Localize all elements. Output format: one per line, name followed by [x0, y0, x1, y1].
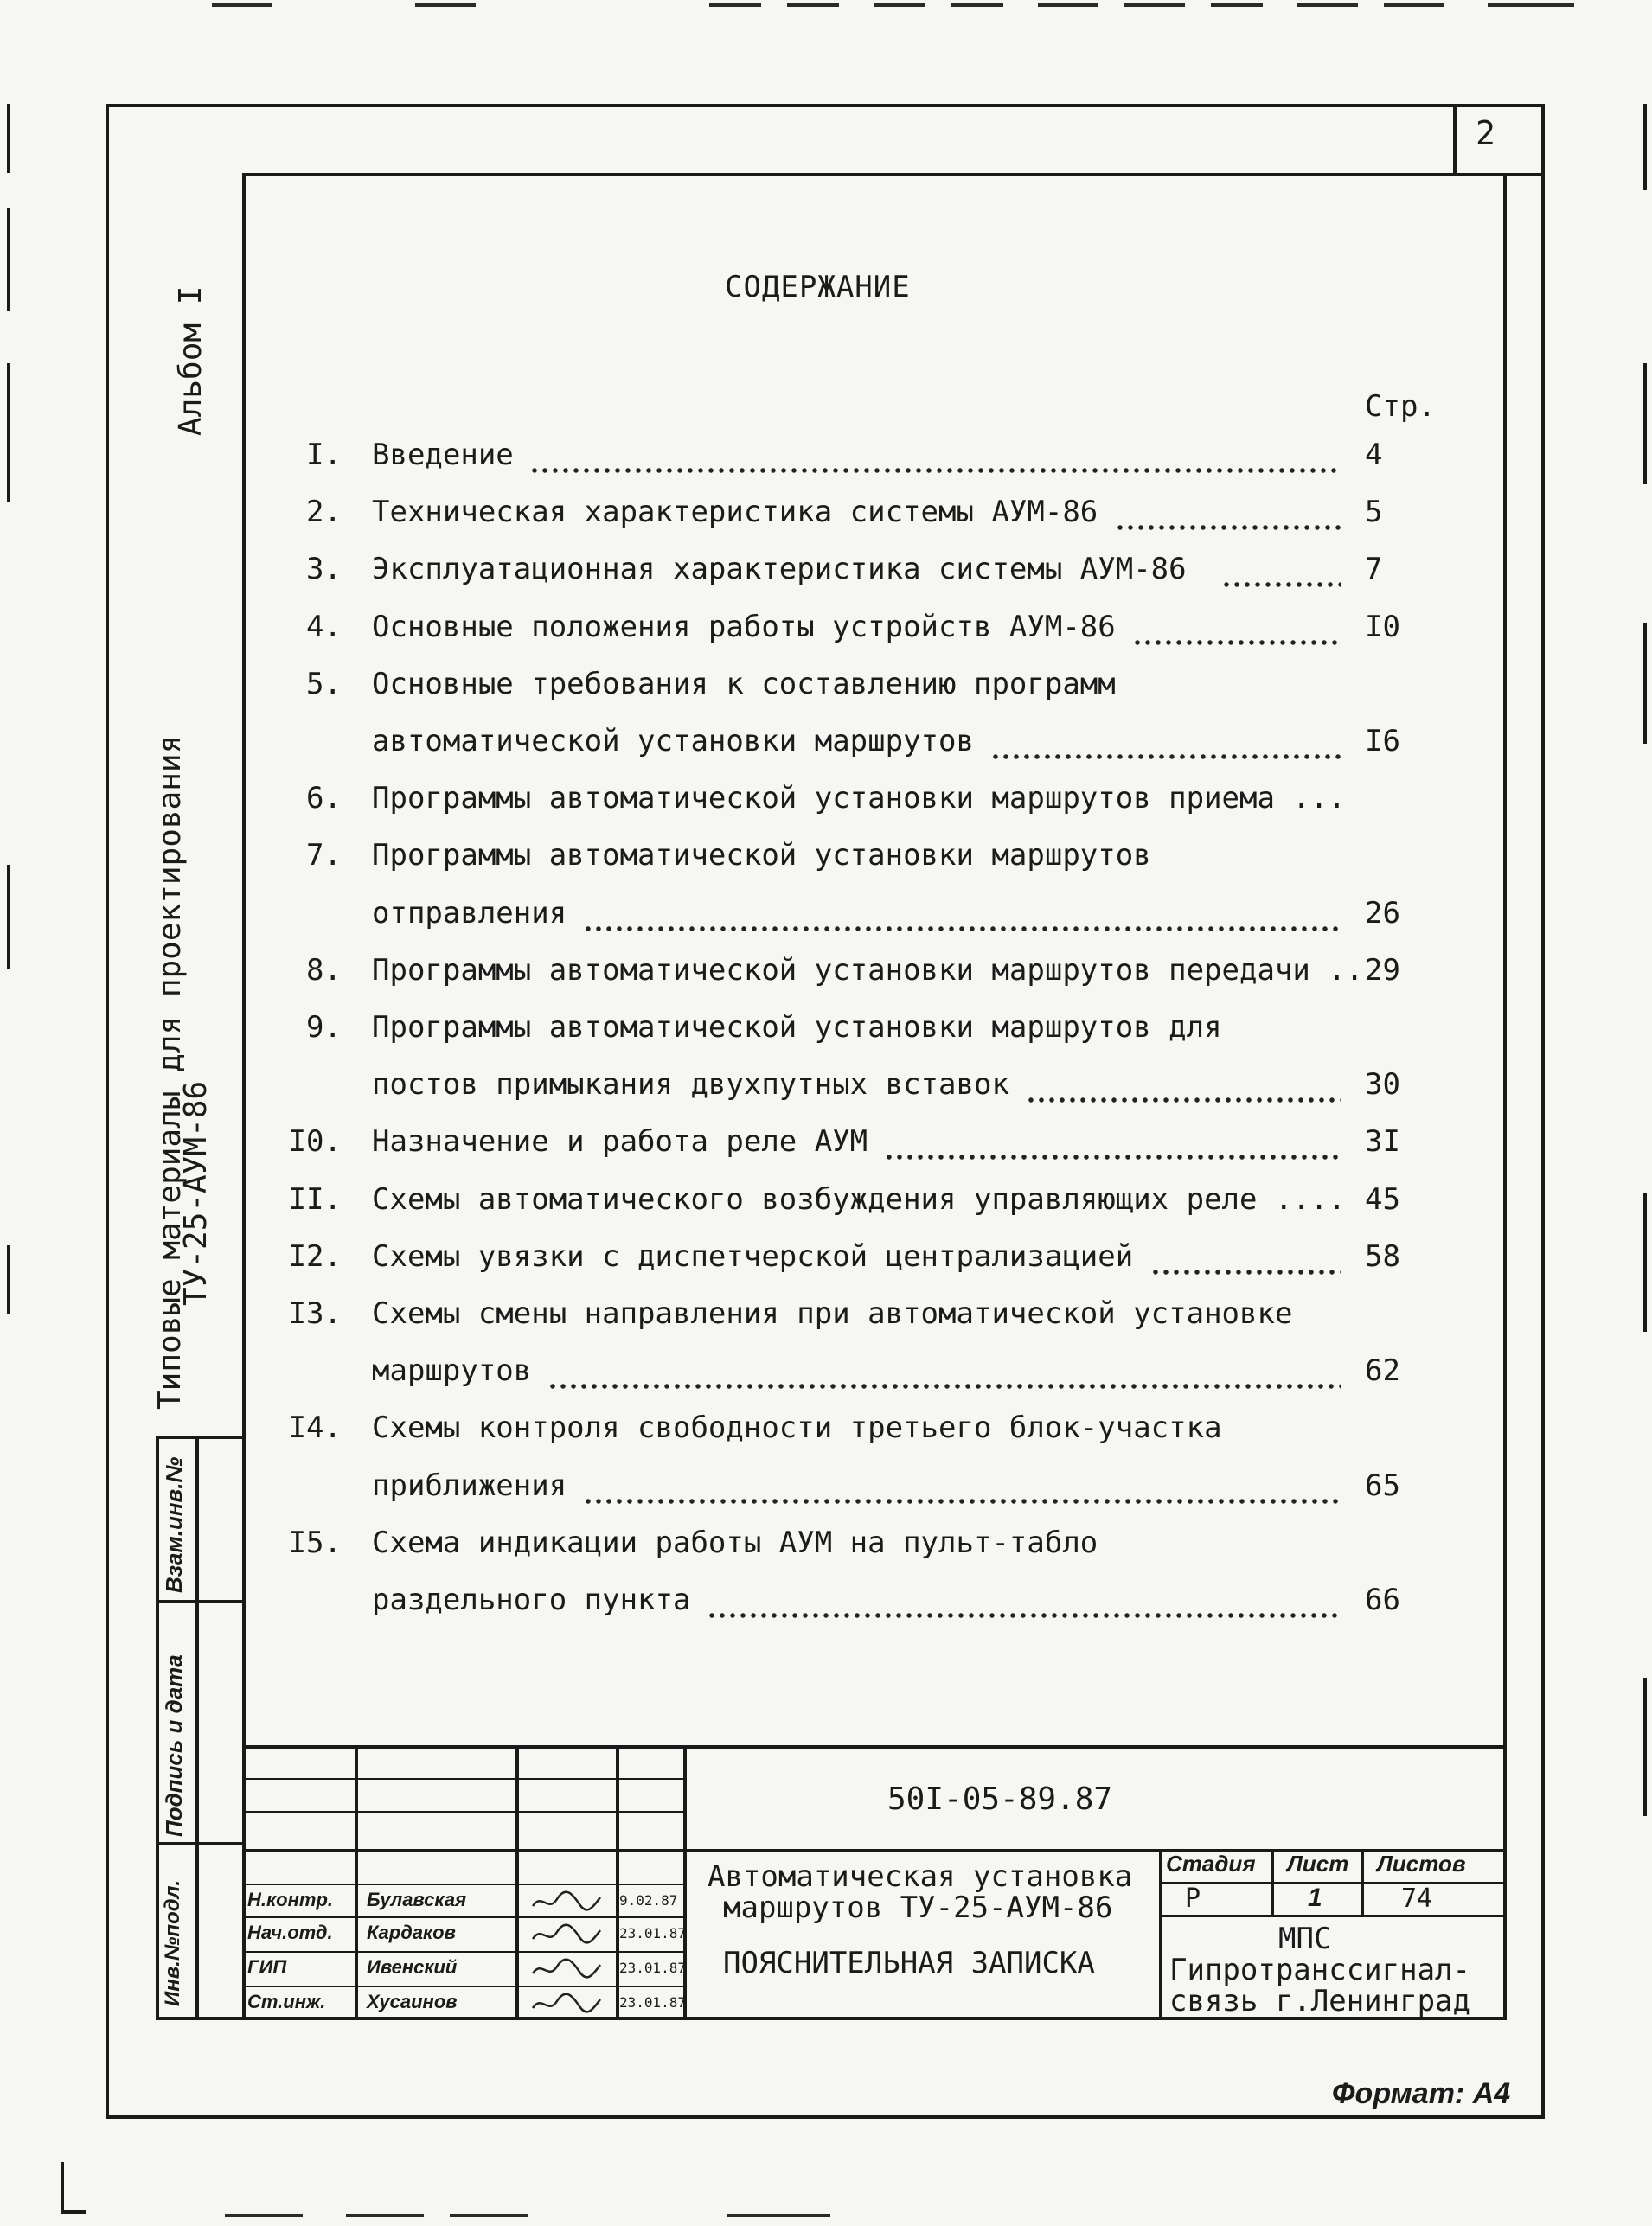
- toc-leader-dots: [529, 467, 1341, 474]
- toc-item-number: I4.: [288, 1410, 342, 1446]
- toc-item-page: 66: [1365, 1583, 1400, 1617]
- sheet-number: 2: [1476, 114, 1495, 152]
- toc-item: [0, 1239, 1470, 1296]
- toc-item-number: 9.: [306, 1010, 342, 1045]
- signer-date: 9.02.87: [619, 1892, 678, 1909]
- sheets-label: Листов: [1377, 1851, 1466, 1877]
- toc-item-text: раздельного пункта: [372, 1583, 691, 1617]
- toc-item: [0, 438, 1470, 495]
- org-line-2: Гипротранссигнал-: [1169, 1953, 1470, 1987]
- toc-item: [0, 610, 1470, 667]
- toc-item-text: постов примыкания двухпутных вставок: [372, 1067, 1009, 1103]
- toc-item-page: 30: [1365, 1067, 1400, 1103]
- toc-item-number: I5.: [288, 1525, 342, 1560]
- toc-leader-dots: [707, 1612, 1341, 1619]
- toc-item: [0, 896, 1470, 953]
- signer-date: 23.01.87: [619, 1960, 687, 1976]
- sheets-value: 74: [1401, 1884, 1433, 1914]
- toc-item-page: 65: [1365, 1468, 1400, 1503]
- signer-role: Нач.отд.: [247, 1922, 333, 1943]
- toc-item-text: Программы автоматической установки маршрутов приема ...: [372, 781, 1346, 816]
- toc-item-number: 3.: [306, 552, 342, 587]
- toc-item: [0, 1353, 1470, 1410]
- toc-item-text: отправления: [372, 895, 567, 931]
- toc-item-page: 5: [1365, 495, 1383, 530]
- series-code: ТУ-25-АУМ-86: [178, 1080, 214, 1306]
- toc-item-number: I3.: [288, 1296, 342, 1331]
- toc-item-number: 5.: [306, 666, 342, 701]
- toc-item: [0, 1296, 1470, 1353]
- toc-item-number: 7.: [306, 838, 342, 873]
- toc-item: [0, 1124, 1470, 1181]
- stamp-inv-orig: Инв.№подл.: [161, 1879, 184, 2006]
- format-note: Формат: А4: [1332, 2077, 1511, 2110]
- signer-date: 23.01.87: [619, 1994, 687, 2011]
- series-title: Типовые материалы для проектирования: [152, 734, 188, 1410]
- toc-item-page: 3I: [1365, 1124, 1400, 1160]
- signature: [529, 1890, 604, 1913]
- toc-item-page: 45: [1365, 1181, 1400, 1217]
- toc-item: [0, 953, 1470, 1010]
- sheet-label: Лист: [1287, 1851, 1349, 1877]
- toc-leader-dots: [884, 1154, 1341, 1161]
- signer-name: Кардаков: [367, 1922, 456, 1943]
- toc-item-text: приближения: [372, 1468, 567, 1503]
- project-title-1: Автоматическая установка: [708, 1859, 1133, 1894]
- toc-item: [0, 1010, 1470, 1067]
- toc-item-number: I0.: [288, 1124, 342, 1160]
- toc-item: [0, 1583, 1470, 1640]
- toc-item-text: Техническая характеристика системы АУМ-86: [372, 495, 1098, 530]
- toc-item: [0, 781, 1470, 838]
- toc-item: [0, 724, 1470, 781]
- toc-item-page: 4: [1365, 438, 1383, 472]
- stamp-sign-date: Подпись и дата: [161, 1654, 187, 1837]
- toc-item-text: Схемы автоматического возбуждения управляющих реле ....: [372, 1181, 1346, 1217]
- toc-item: [0, 1067, 1470, 1124]
- signer-role: Ст.инж.: [247, 1991, 326, 2012]
- toc-item-number: II.: [288, 1181, 342, 1217]
- toc-item-page: 58: [1365, 1238, 1400, 1274]
- toc-item-number: I.: [306, 438, 342, 472]
- toc-leader-dots: [990, 753, 1341, 760]
- project-title-2: маршрутов ТУ-25-АУМ-86: [723, 1890, 1113, 1925]
- stamp-inv-dup: Взам.инв.№: [161, 1456, 187, 1593]
- signature: [529, 1958, 604, 1980]
- signer-name: Булавская: [367, 1889, 467, 1910]
- toc-leader-dots: [1221, 581, 1341, 588]
- toc-item-text: Программы автоматической установки маршрутов для: [372, 1010, 1222, 1045]
- signer-name: Ивенский: [367, 1956, 458, 1978]
- toc-item-page: I6: [1365, 724, 1400, 758]
- signer-name: Хусаинов: [367, 1991, 458, 2012]
- toc-item: [0, 1526, 1470, 1583]
- toc-item-text: Основные положения работы устройств АУМ-86: [372, 609, 1116, 644]
- toc-item-text: Программы автоматической установки маршрутов: [372, 838, 1151, 873]
- toc-item-text: маршрутов: [372, 1353, 532, 1389]
- org-line-1: МПС: [1278, 1922, 1332, 1956]
- sheet-value: 1: [1308, 1884, 1322, 1912]
- toc-item: [0, 552, 1470, 609]
- toc-item-text: автоматической установки маршрутов: [372, 724, 974, 758]
- signer-date: 23.01.87: [619, 1925, 687, 1941]
- toc-title: СОДЕРЖАНИЕ: [725, 270, 911, 304]
- toc-item-text: Схемы смены направления при автоматической установке: [372, 1296, 1293, 1331]
- toc-item-page: 26: [1365, 895, 1400, 931]
- toc-item-text: Введение: [372, 438, 514, 472]
- toc-leader-dots: [1150, 1269, 1341, 1276]
- toc-item-page: 29: [1365, 952, 1400, 988]
- toc-item-number: 6.: [306, 781, 342, 816]
- toc-leader-dots: [1132, 639, 1341, 646]
- toc-item-number: I2.: [288, 1238, 342, 1274]
- toc-leader-dots: [1115, 524, 1341, 531]
- toc-item-number: 4.: [306, 609, 342, 644]
- toc-item: [0, 495, 1470, 552]
- stage-value: Р: [1185, 1884, 1201, 1914]
- toc-item-text: Основные требования к составлению программ: [372, 666, 1116, 701]
- toc-item-number: 2.: [306, 495, 342, 530]
- org-line-3: связь г.Ленинград: [1169, 1984, 1470, 2018]
- toc-leader-dots: [1026, 1097, 1341, 1103]
- toc-item-text: Схемы контроля свободности третьего блок-участка: [372, 1410, 1222, 1446]
- sheet-number-box: [1453, 104, 1545, 176]
- signer-role: Н.контр.: [247, 1889, 333, 1910]
- toc-item-text: Эксплуатационная характеристика системы АУМ-86: [372, 552, 1187, 587]
- toc-item-page: I0: [1365, 609, 1400, 644]
- designation: 50I-05-89.87: [887, 1781, 1113, 1817]
- toc-item-text: Схема индикации работы АУМ на пульт-табло: [372, 1525, 1098, 1560]
- signature: [529, 1923, 604, 1946]
- toc-item: [0, 838, 1470, 895]
- toc-item-page: 62: [1365, 1353, 1400, 1389]
- signer-role: ГИП: [247, 1956, 287, 1978]
- toc-item: [0, 1182, 1470, 1239]
- toc-item: [0, 1410, 1470, 1468]
- toc-item: [0, 667, 1470, 724]
- toc-item-text: Программы автоматической установки маршрутов передачи ..: [372, 952, 1364, 988]
- toc-item-number: 8.: [306, 952, 342, 988]
- toc-item-page: 7: [1365, 552, 1383, 587]
- doc-name: ПОЯСНИТЕЛЬНАЯ ЗАПИСКА: [723, 1946, 1095, 1980]
- pages-header: Стр.: [1365, 389, 1436, 424]
- signature: [529, 1993, 604, 2015]
- stage-label: Стадия: [1166, 1851, 1256, 1877]
- album-label: Альбом I: [173, 285, 208, 436]
- toc-item-text: Назначение и работа реле АУМ: [372, 1124, 868, 1160]
- toc-item: [0, 1468, 1470, 1526]
- toc-leader-dots: [583, 1498, 1341, 1505]
- toc-item-text: Схемы увязки с диспетчерской централизацией: [372, 1238, 1134, 1274]
- toc-leader-dots: [583, 925, 1341, 932]
- toc-leader-dots: [547, 1383, 1341, 1390]
